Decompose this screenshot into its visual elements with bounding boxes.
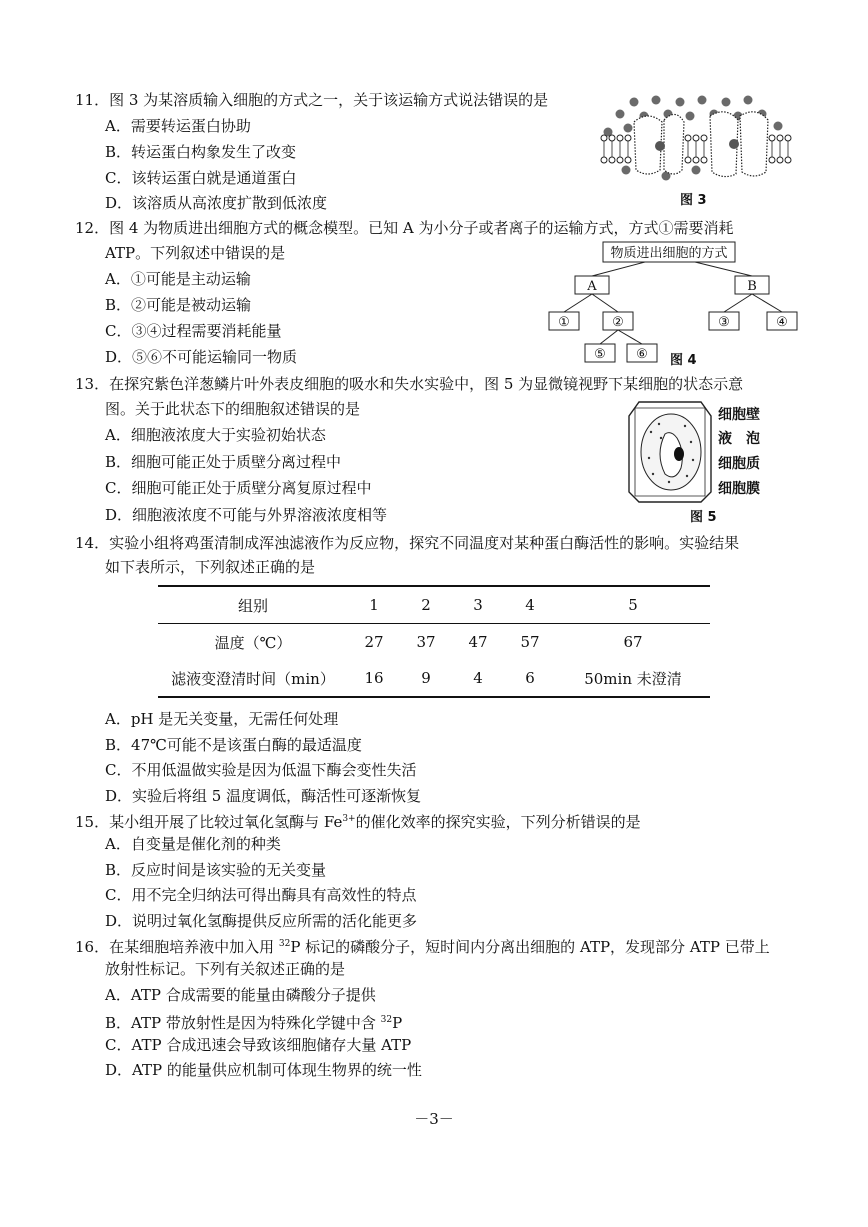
- q11-option-b: B．转运蛋白构象发生了改变: [105, 143, 297, 161]
- q14-stem-line1: 14．实验小组将鸡蛋清制成浑浊滤液作为反应物，探究不同温度对某种蛋白酶活性的影响。实验结果: [75, 534, 740, 552]
- diagram-node-6: ⑥: [636, 347, 648, 362]
- q11-option-a: A．需要转运蛋白协助: [105, 117, 251, 135]
- figure-3-label: 图 3: [680, 193, 707, 208]
- q12-stem-line1: 12．图 4 为物质进出细胞方式的概念模型。已知 A 为小分子或者离子的运输方式，方式①需要消耗: [75, 219, 734, 237]
- q12-stem-line2: ATP。下列叙述中错误的是: [105, 244, 286, 262]
- q13-option-a: A．细胞液浓度大于实验初始状态: [105, 426, 326, 444]
- q16-stem-line2: 放射性标记。下列有关叙述正确的是: [105, 960, 346, 978]
- table-cell: 4: [504, 586, 556, 624]
- q11-option-d: D．该溶质从高浓度扩散到低浓度: [105, 194, 328, 212]
- q15-stem: [75, 809, 641, 832]
- cell-wall-label: 细胞壁: [718, 407, 760, 423]
- q16-stem-line1: [75, 934, 770, 957]
- q12-option-c: C．③④过程需要消耗能量: [105, 322, 282, 340]
- q15-stem-post: 的催化效率的探究实验，下列分析错误的是: [355, 813, 641, 831]
- cell-membrane-label: 细胞膜: [718, 481, 760, 497]
- diagram-node-a: A: [587, 279, 597, 294]
- diagram-node-5: ⑤: [594, 347, 606, 362]
- table-cell: 组别: [158, 586, 348, 624]
- q15-option-d: D．说明过氧化氢酶提供反应所需的活化能更多: [105, 912, 418, 930]
- cytoplasm-label: 细胞质: [718, 456, 760, 472]
- figure-4-label: 图 4: [670, 353, 697, 368]
- diagram-node-4: ④: [776, 315, 788, 330]
- diagram-root-label: 物质进出细胞的方式: [610, 246, 728, 261]
- q15-stem-pre: 15．某小组开展了比较过氧化氢酶与 Fe: [75, 813, 343, 831]
- diagram-node-3: ③: [718, 315, 730, 330]
- figure-5-cell-diagram: [625, 398, 715, 506]
- results-table: [158, 585, 710, 698]
- q13-option-c: C．细胞可能正处于质壁分离复原过程中: [105, 479, 372, 497]
- q12-option-a: A．①可能是主动运输: [105, 270, 251, 288]
- table-cell: 16: [348, 660, 400, 697]
- table-cell: 4: [452, 660, 504, 697]
- table-cell: 27: [364, 633, 384, 651]
- q16-stem-post: P 标记的磷酸分子，短时间内分离出细胞的 ATP，发现部分 ATP 已带上: [290, 938, 770, 956]
- table-cell: 6: [504, 660, 556, 697]
- table-cell: 47: [468, 633, 488, 651]
- q16-option-b: [105, 1010, 402, 1033]
- q15-stem-sup: 3+: [342, 814, 356, 824]
- q13-stem-line2: 图。关于此状态下的细胞叙述错误的是: [105, 400, 361, 418]
- q13-option-d: D．细胞液浓度不可能与外界溶液浓度相等: [105, 506, 388, 524]
- table-header-row: [158, 586, 710, 624]
- table-row: [158, 624, 710, 661]
- q11-stem: 11．图 3 为某溶质输入细胞的方式之一，关于该运输方式说法错误的是: [75, 91, 549, 109]
- page-number: －3－: [414, 1110, 454, 1128]
- q16-option-b-sup: 32: [380, 1015, 393, 1025]
- q16-option-a: A．ATP 合成需要的能量由磷酸分子提供: [105, 986, 376, 1004]
- table-cell: 温度（℃）: [214, 633, 292, 652]
- q15-option-a: A．自变量是催化剂的种类: [105, 835, 281, 853]
- q13-stem-line1: 13．在探究紫色洋葱鳞片叶外表皮细胞的吸水和失水实验中，图 5 为显微镜视野下某细胞的状态示意: [75, 375, 744, 393]
- q14-option-b: B．47℃可能不是该蛋白酶的最适温度: [105, 736, 362, 754]
- q16-stem-pre: 16．在某细胞培养液中加入用: [75, 938, 279, 956]
- vacuole-label: 液 泡: [718, 431, 760, 447]
- q16-option-c: C．ATP 合成迅速会导致该细胞储存大量 ATP: [105, 1036, 412, 1054]
- q16-option-d: D．ATP 的能量供应机制可体现生物界的统一性: [105, 1061, 422, 1079]
- q12-option-d: D．⑤⑥不可能运输同一物质: [105, 348, 298, 366]
- q11-option-c: C．该转运蛋白就是通道蛋白: [105, 169, 297, 187]
- table-cell: 67: [623, 633, 643, 651]
- table-row: [158, 660, 710, 697]
- diagram-node-1: ①: [558, 315, 570, 330]
- table-cell: 9: [400, 660, 452, 697]
- table-cell: 1: [348, 586, 400, 624]
- q14-option-d: D．实验后将组 5 温度调低，酶活性可逐渐恢复: [105, 787, 422, 805]
- diagram-node-b: B: [747, 279, 757, 294]
- figure-3-membrane-transport: [598, 92, 798, 187]
- table-cell: 57: [520, 633, 540, 651]
- table-cell: 5: [556, 586, 710, 624]
- table-cell: 滤液变澄清时间（min）: [158, 660, 348, 697]
- diagram-node-2: ②: [612, 315, 624, 330]
- q15-option-b: B．反应时间是该实验的无关变量: [105, 861, 327, 879]
- q14-option-a: A．pH 是无关变量，无需任何处理: [105, 710, 339, 728]
- q14-stem-line2: 如下表所示，下列叙述正确的是: [105, 558, 316, 576]
- q13-option-b: B．细胞可能正处于质壁分离过程中: [105, 453, 342, 471]
- q16-stem-sup: 32: [278, 939, 291, 949]
- table-cell: 2: [400, 586, 452, 624]
- q16-option-b-post: P: [392, 1014, 403, 1032]
- q12-option-b: B．②可能是被动运输: [105, 296, 252, 314]
- figure-5-label: 图 5: [690, 510, 717, 525]
- q15-option-c: C．用不完全归纳法可得出酶具有高效性的特点: [105, 886, 417, 904]
- table-cell: 50min 未澄清: [556, 660, 710, 697]
- table-cell: 3: [452, 586, 504, 624]
- table-cell: 37: [416, 633, 436, 651]
- q16-option-b-pre: B．ATP 带放射性是因为特殊化学键中含: [105, 1014, 381, 1032]
- q14-option-c: C．不用低温做实验是因为低温下酶会变性失活: [105, 761, 417, 779]
